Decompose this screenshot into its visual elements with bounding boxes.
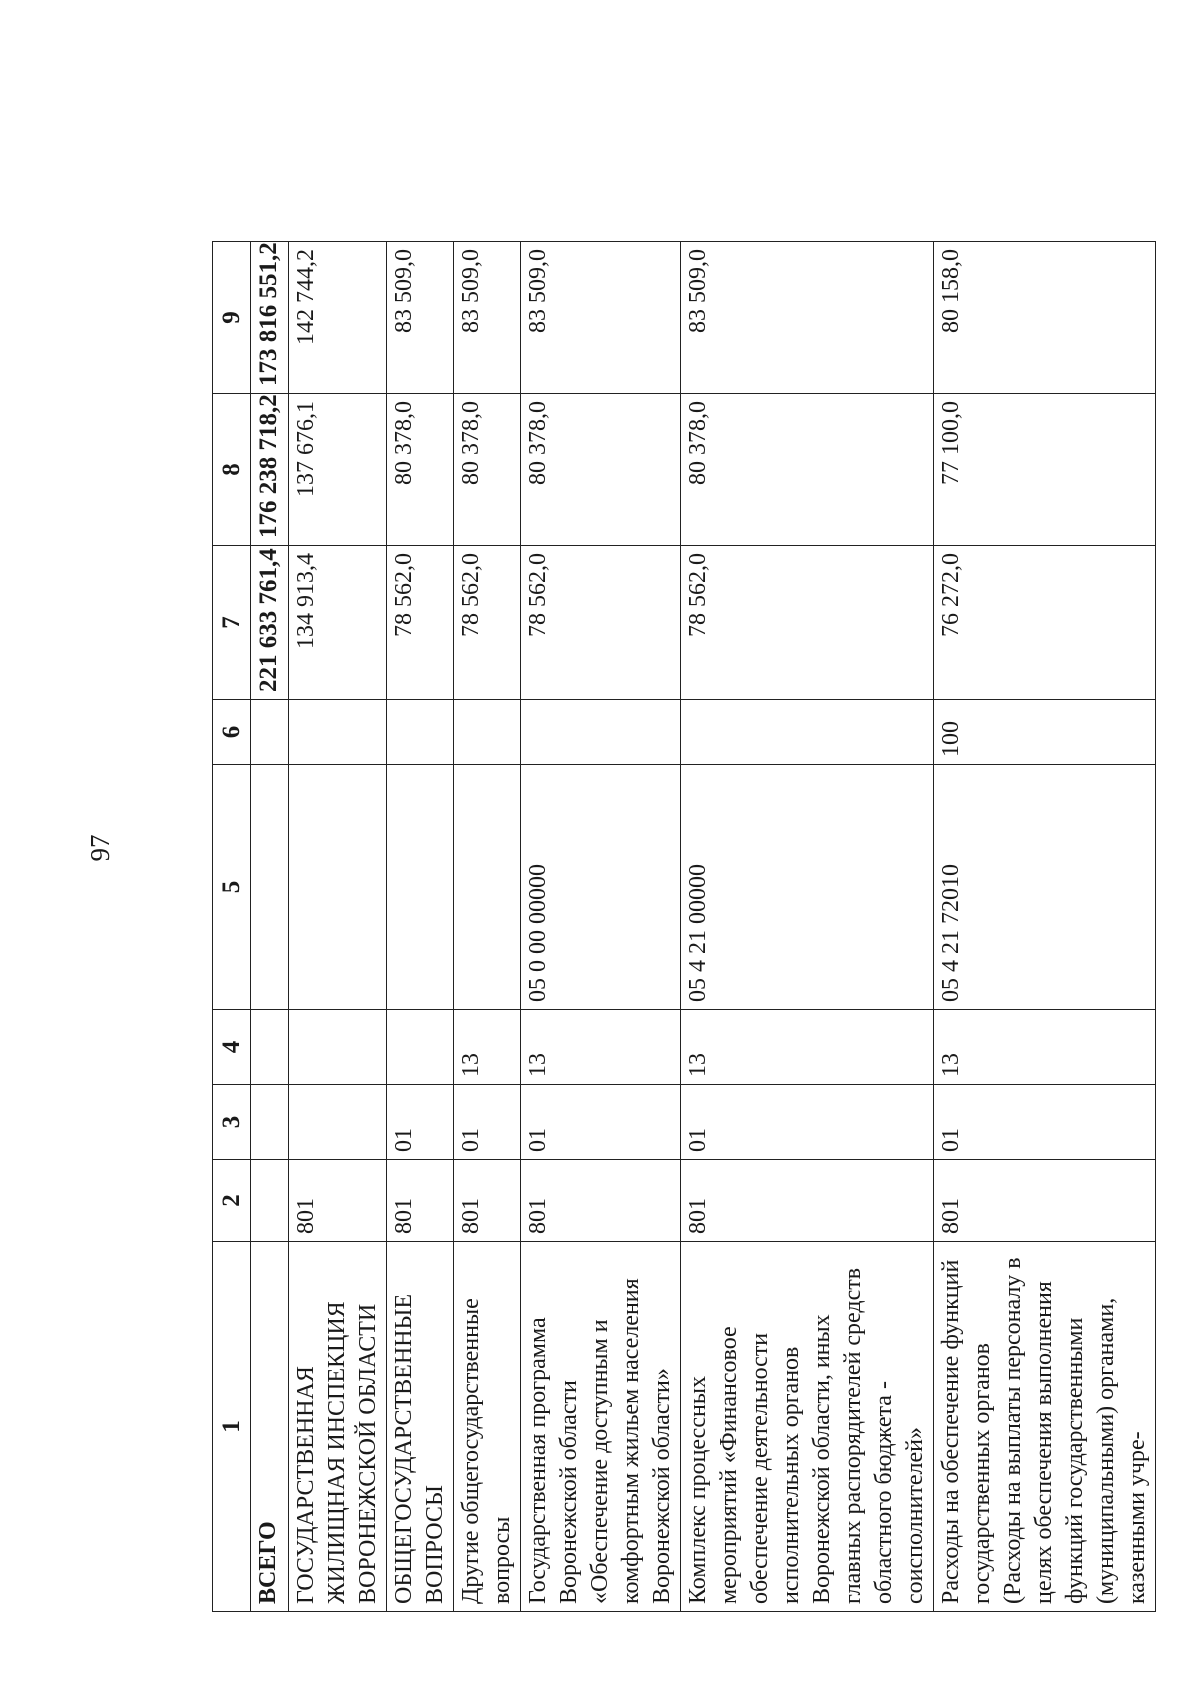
header-col-1: 1: [213, 1242, 251, 1612]
row-name: Комплекс процессных мероприятий «Финансовое обеспечение деятельности исполнительных органов Воронежской области, иных главных распорядителей средств областного бюджета - соисполнителей»: [681, 1242, 934, 1612]
row-subsection-code: [289, 1010, 387, 1085]
row-ministry-code: 801: [387, 1160, 454, 1242]
row-amount-year2: 176 238 718,2: [251, 394, 289, 546]
header-col-4: 4: [213, 1010, 251, 1085]
row-name: Расходы на обеспечение функций государственных органов (Расходы на выплаты персоналу в целях обеспечения выполнения функций государственными (муниципальными) органами, казенными учре-: [934, 1242, 1156, 1612]
row-section-code: 01: [934, 1085, 1156, 1160]
row-amount-year3: 80 158,0: [934, 242, 1156, 394]
row-amount-year3: 142 744,2: [289, 242, 387, 394]
row-amount-year3: 173 816 551,2: [251, 242, 289, 394]
row-subsection-code: 13: [454, 1010, 521, 1085]
row-amount-year2: 77 100,0: [934, 394, 1156, 546]
row-ministry-code: 801: [934, 1160, 1156, 1242]
row-ministry-code: 801: [521, 1160, 681, 1242]
table-row: [289, 242, 387, 1612]
row-amount-year1: 78 562,0: [521, 546, 681, 700]
row-subsection-code: [251, 1010, 289, 1085]
row-expense-type: [387, 700, 454, 765]
row-amount-year2: 80 378,0: [454, 394, 521, 546]
row-target-article: [387, 765, 454, 1010]
header-col-8: 8: [213, 394, 251, 546]
row-name: Другие общегосударственные вопросы: [454, 1242, 521, 1612]
row-target-article: 05 4 21 00000: [681, 765, 934, 1010]
row-section-code: 01: [387, 1085, 454, 1160]
row-subsection-code: 13: [681, 1010, 934, 1085]
table-row: [934, 242, 1156, 1612]
row-section-code: [251, 1085, 289, 1160]
header-col-3: 3: [213, 1085, 251, 1160]
row-amount-year1: 78 562,0: [454, 546, 521, 700]
row-target-article: [251, 765, 289, 1010]
budget-table: [212, 241, 1156, 1612]
table-row-total: [251, 242, 289, 1612]
table-row: [387, 242, 454, 1612]
row-amount-year1: 78 562,0: [681, 546, 934, 700]
row-ministry-code: 801: [681, 1160, 934, 1242]
row-name: ОБЩЕГОСУДАРСТВЕННЫЕ ВОПРОСЫ: [387, 1242, 454, 1612]
row-subsection-code: 13: [521, 1010, 681, 1085]
row-target-article: [454, 765, 521, 1010]
row-subsection-code: 13: [934, 1010, 1156, 1085]
table-row: [521, 242, 681, 1612]
row-expense-type: [521, 700, 681, 765]
row-section-code: 01: [521, 1085, 681, 1160]
header-col-9: 9: [213, 242, 251, 394]
row-expense-type: [454, 700, 521, 765]
header-col-7: 7: [213, 546, 251, 700]
row-amount-year3: 83 509,0: [387, 242, 454, 394]
row-target-article: 05 0 00 00000: [521, 765, 681, 1010]
table-row: [681, 242, 934, 1612]
row-amount-year1: 76 272,0: [934, 546, 1156, 700]
row-section-code: 01: [681, 1085, 934, 1160]
row-ministry-code: 801: [454, 1160, 521, 1242]
rotated-table-container: [212, 242, 1150, 1612]
row-section-code: [289, 1085, 387, 1160]
row-ministry-code: [251, 1160, 289, 1242]
row-name: Государственная программа Воронежской области «Обеспечение доступным и комфортным жильем населения Воронежской области»: [521, 1242, 681, 1612]
row-amount-year2: 80 378,0: [681, 394, 934, 546]
table-row: [454, 242, 521, 1612]
row-expense-type: [681, 700, 934, 765]
row-name: ВСЕГО: [251, 1242, 289, 1612]
row-target-article: [289, 765, 387, 1010]
row-expense-type: [251, 700, 289, 765]
row-amount-year1: 134 913,4: [289, 546, 387, 700]
row-amount-year1: 221 633 761,4: [251, 546, 289, 700]
row-amount-year3: 83 509,0: [454, 242, 521, 394]
row-subsection-code: [387, 1010, 454, 1085]
header-row: [213, 242, 251, 1612]
row-amount-year3: 83 509,0: [681, 242, 934, 394]
header-col-6: 6: [213, 700, 251, 765]
row-expense-type: [289, 700, 387, 765]
row-target-article: 05 4 21 72010: [934, 765, 1156, 1010]
row-name: ГОСУДАРСТВЕННАЯ ЖИЛИЩНАЯ ИНСПЕКЦИЯ ВОРОНЕЖСКОЙ ОБЛАСТИ: [289, 1242, 387, 1612]
row-amount-year2: 137 676,1: [289, 394, 387, 546]
row-section-code: 01: [454, 1085, 521, 1160]
header-col-2: 2: [213, 1160, 251, 1242]
row-amount-year2: 80 378,0: [387, 394, 454, 546]
row-amount-year1: 78 562,0: [387, 546, 454, 700]
page-number: 97: [85, 834, 115, 862]
row-amount-year3: 83 509,0: [521, 242, 681, 394]
row-ministry-code: 801: [289, 1160, 387, 1242]
row-amount-year2: 80 378,0: [521, 394, 681, 546]
header-col-5: 5: [213, 765, 251, 1010]
row-expense-type: 100: [934, 700, 1156, 765]
